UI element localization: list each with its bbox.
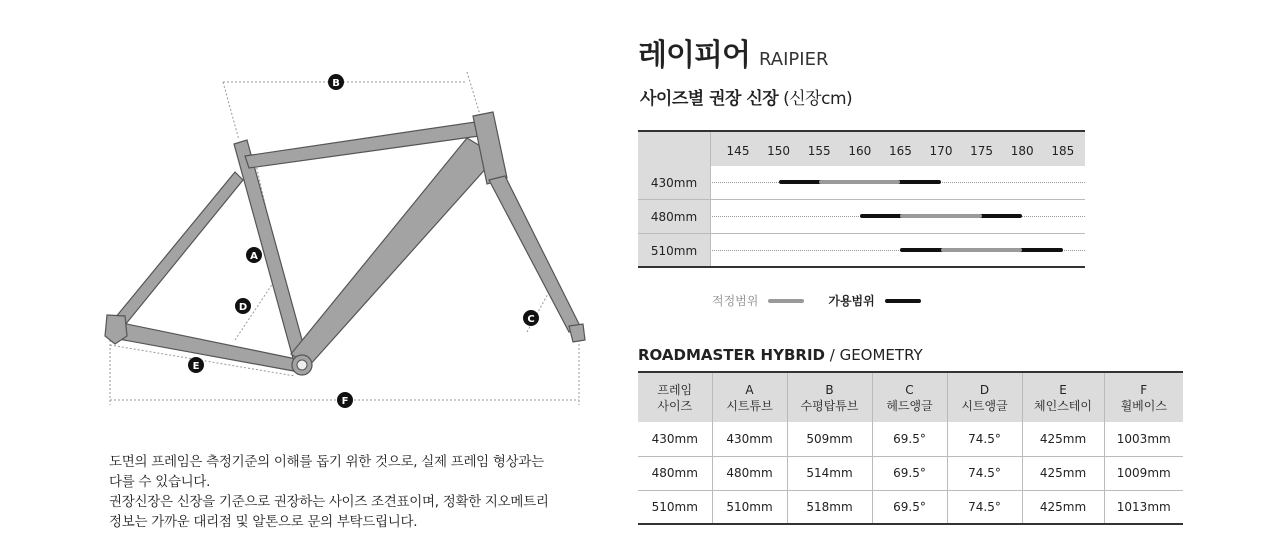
marker-c [523, 310, 539, 326]
marker-f [337, 392, 353, 408]
svg-text:C: C [527, 314, 535, 325]
svg-text:E: E [192, 361, 200, 372]
size-chart-row-label: 430mm [638, 166, 711, 199]
legend-fit-label: 적정범위 [712, 294, 759, 308]
geometry-header-cell: F 휠베이스 [1104, 372, 1183, 422]
geometry-cell: 74.5° [947, 456, 1022, 490]
svg-text:D: D [238, 302, 248, 313]
legend-ok-label: 가용범위 [828, 294, 875, 308]
svg-text:F: F [341, 396, 349, 407]
geometry-header-cell: E 체인스테이 [1022, 372, 1104, 422]
title-english: RAIPIER [759, 49, 829, 70]
geometry-title-sep: / [824, 346, 840, 364]
size-chart-legend [712, 292, 945, 309]
legend-fit-swatch [768, 299, 804, 303]
svg-text:A: A [250, 251, 258, 262]
optimal-range-bar [819, 180, 900, 184]
geometry-row [638, 422, 1183, 456]
disclaimer-note [109, 452, 629, 532]
geometry-cell: 430mm [712, 422, 787, 456]
marker-b [328, 74, 344, 90]
geometry-cell: 69.5° [872, 422, 947, 456]
size-chart-row [638, 234, 1085, 268]
size-chart-tick: 155 [807, 144, 831, 158]
geometry-cell: 510mm [638, 490, 712, 524]
geometry-cell: 1003mm [1104, 422, 1183, 456]
optimal-range-bar [900, 214, 981, 218]
geometry-cell: 509mm [787, 422, 872, 456]
geometry-cell: 425mm [1022, 490, 1104, 524]
marker-e [188, 357, 204, 373]
geometry-cell: 1009mm [1104, 456, 1183, 490]
legend-ok-swatch [885, 299, 921, 303]
marker-a [246, 247, 262, 263]
geometry-cell: 1013mm [1104, 490, 1183, 524]
geometry-title-bold: ROADMASTER HYBRID [638, 346, 825, 364]
size-chart-tick: 150 [767, 144, 791, 158]
geometry-cell: 69.5° [872, 456, 947, 490]
geometry-cell: 425mm [1022, 456, 1104, 490]
size-chart-row [638, 166, 1085, 200]
size-chart-tick: 175 [970, 144, 994, 158]
size-chart-tick: 180 [1010, 144, 1034, 158]
geometry-title-normal: GEOMETRY [839, 346, 923, 364]
size-chart-tick: 160 [848, 144, 872, 158]
size-chart-row-label: 480mm [638, 200, 711, 233]
size-chart-tick: 170 [929, 144, 953, 158]
geometry-cell: 74.5° [947, 422, 1022, 456]
subtitle-normal: (신장cm) [783, 89, 853, 109]
note-line: 도면의 프레임은 측정기준의 이해를 돕기 위한 것으로, 실제 프레임 형상과는 [109, 454, 544, 470]
size-chart-subtitle [640, 84, 852, 109]
geometry-cell: 74.5° [947, 490, 1022, 524]
geometry-cell: 425mm [1022, 422, 1104, 456]
subtitle-bold: 사이즈별 권장 신장 [640, 89, 779, 109]
title-korean: 레이피어 [638, 38, 750, 73]
geometry-title [638, 346, 923, 364]
product-title [638, 30, 828, 74]
geometry-cell: 69.5° [872, 490, 947, 524]
geometry-table [638, 371, 1183, 525]
geometry-cell: 480mm [638, 456, 712, 490]
note-line: 다를 수 있습니다. [109, 474, 211, 490]
geometry-cell: 510mm [712, 490, 787, 524]
note-line: 정보는 가까운 대리점 및 알톤으로 문의 부탁드립니다. [109, 514, 418, 530]
geometry-header-cell: 프레임 사이즈 [638, 372, 712, 422]
size-chart-row [638, 200, 1085, 234]
svg-text:B: B [332, 78, 340, 89]
note-line: 권장신장은 신장을 기준으로 권장하는 사이즈 조견표이며, 정확한 지오메트리 [109, 494, 549, 510]
geometry-header-cell: C 헤드앵글 [872, 372, 947, 422]
geometry-cell: 430mm [638, 422, 712, 456]
geometry-row [638, 456, 1183, 490]
optimal-range-bar [941, 248, 1022, 252]
size-chart-tick: 145 [726, 144, 750, 158]
geometry-header-cell: D 시트앵글 [947, 372, 1022, 422]
geometry-header-cell: A 시트튜브 [712, 372, 787, 422]
geometry-cell: 518mm [787, 490, 872, 524]
geometry-header-cell: B 수평탑튜브 [787, 372, 872, 422]
size-chart-row-label: 510mm [638, 234, 711, 266]
size-chart-tick: 185 [1051, 144, 1075, 158]
size-chart-tick: 165 [888, 144, 912, 158]
geometry-row [638, 490, 1183, 524]
size-chart-header [638, 130, 1085, 166]
marker-d [235, 298, 251, 314]
size-height-chart [638, 130, 1085, 268]
frame-geometry-diagram [95, 60, 615, 420]
geometry-cell: 480mm [712, 456, 787, 490]
geometry-cell: 514mm [787, 456, 872, 490]
